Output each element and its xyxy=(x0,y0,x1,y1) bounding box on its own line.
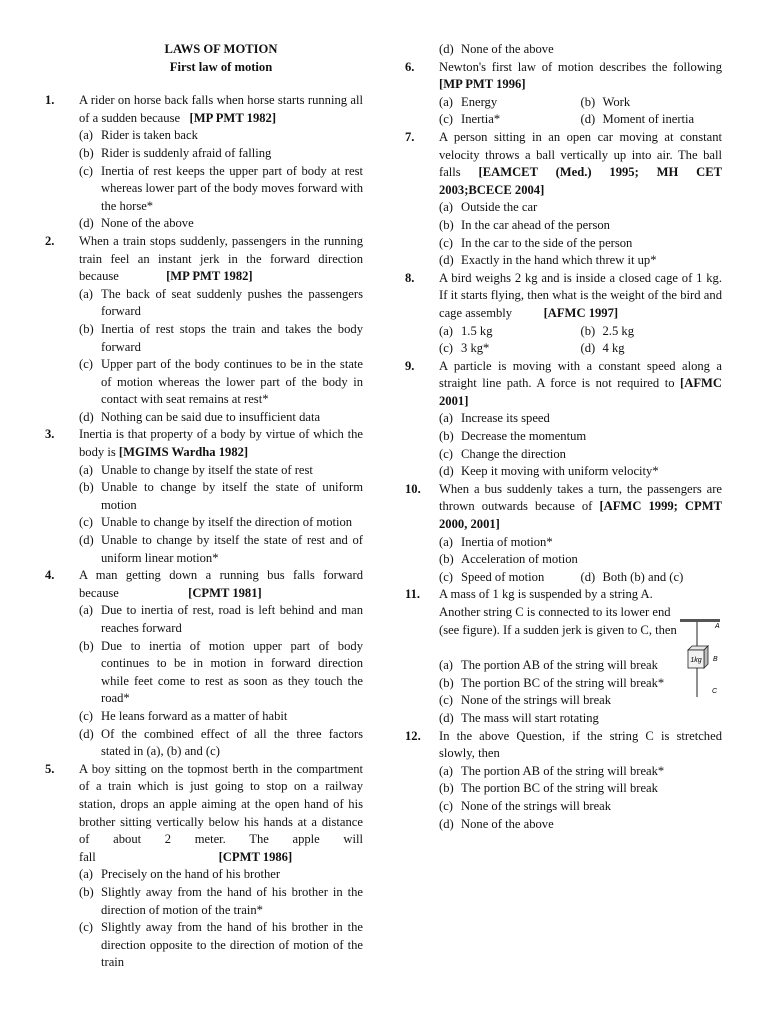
option-d: (d) Exactly in the hand which threw it up* xyxy=(439,253,657,268)
question-11 xyxy=(405,586,722,727)
question-number: 8. xyxy=(405,270,415,285)
question-number: 4. xyxy=(45,568,55,583)
exam-reference: [MP PMT 1982] xyxy=(166,269,253,284)
question-number: 1. xyxy=(45,93,55,108)
option-d: (d) None of the above xyxy=(439,816,554,831)
exam-reference: [CPMT 1986] xyxy=(218,849,293,864)
option-a: (a) Due to inertia of rest, road is left behind and man reaches forward xyxy=(79,603,363,635)
page-subtitle: First law of motion xyxy=(169,59,273,74)
right-column xyxy=(405,0,722,833)
option-c: (c) Inertia of rest keeps the upper part of body at rest whereas lower part of the body moves forward with the horse* xyxy=(79,163,363,213)
question-7 xyxy=(405,129,722,270)
option-d: (d) Moment of inertia xyxy=(580,112,695,127)
option-b: (b) The portion BC of the string will break* xyxy=(439,675,665,690)
question-number: 3. xyxy=(45,427,55,442)
question-4 xyxy=(45,567,363,761)
exam-reference: [AFMC 2001] xyxy=(439,376,722,408)
question-number: 6. xyxy=(405,59,415,74)
question-5-continued xyxy=(405,41,722,59)
option-b: (b) Inertia of rest stops the train and takes the body forward xyxy=(79,321,363,354)
option-a: (a) Rider is taken back xyxy=(79,128,198,143)
question-stem: A particle is moving with a constant speed along a straight line path. A force is not required to [AFMC 2001] xyxy=(439,358,722,408)
question-stem: A mass of 1 kg is suspended by a string A. Another string C is connected to its lower end (see figure). If a sudden jerk is given to C, then xyxy=(439,587,677,637)
question-12 xyxy=(405,728,722,834)
question-stem: A boy sitting on the topmost berth in the compartment of a train which is just going to stop on a railway station, drops an apple aiming at the open hand of his brother sitting vertically below his hands at a distance of about 2 meter. The apple will fall [CPMT 1986] xyxy=(79,761,363,864)
option-a: (a) Increase its speed xyxy=(439,411,550,426)
option-c: (c) Change the direction xyxy=(439,446,566,461)
ceiling-support xyxy=(680,619,720,622)
option-b: (b) 2.5 kg xyxy=(580,323,634,338)
option-c: (c) He leans forward as a matter of habit xyxy=(79,708,288,723)
option-b: (b) Work xyxy=(580,94,631,109)
option-b: (b) Slightly away from the hand of his brother in the direction of motion of the train* xyxy=(79,884,363,917)
option-b: (b) In the car ahead of the person xyxy=(439,217,610,232)
option-a: (a) Unable to change by itself the state of rest xyxy=(79,462,313,477)
option-b: (b) Rider is suddenly afraid of falling xyxy=(79,145,272,160)
option-d: (d) Keep it moving with uniform velocity* xyxy=(439,464,659,479)
question-stem: When a bus suddenly takes a turn, the passengers are thrown outwards because of [AFMC 1999; CPMT 2000, 2001] xyxy=(439,481,722,532)
exam-reference: [MP PMT 1982] xyxy=(189,110,277,125)
option-d: (d) Nothing can be said due to insufficient data xyxy=(79,409,321,424)
question-stem: Newton's first law of motion describes the following [MP PMT 1996] xyxy=(439,59,722,92)
option-a: (a) Inertia of motion* xyxy=(439,534,553,549)
option-b: (b) Acceleration of motion xyxy=(439,552,578,567)
option-a: (a) The back of seat suddenly pushes the passengers forward xyxy=(79,286,363,319)
exam-reference: [MGIMS Wardha 1982] xyxy=(118,445,249,460)
option-c: (c) Inertia* xyxy=(439,112,501,127)
question-number: 5. xyxy=(45,761,55,776)
question-3 xyxy=(45,426,363,567)
question-stem: A rider on horse back falls when horse starts running all of a sudden because [MP PMT 1982] xyxy=(79,93,363,125)
option-a: (a) 1.5 kg xyxy=(439,323,493,338)
option-c: (c) None of the strings will break xyxy=(439,693,612,708)
question-8 xyxy=(405,270,722,358)
option-a: (a) Energy xyxy=(439,94,498,109)
question-2 xyxy=(45,233,363,427)
option-d: (d) None of the above xyxy=(439,42,554,56)
question-stem: A bird weighs 2 kg and is inside a closed cage of 1 kg. If it starts flying, then what is the weight of the bird and cage assembly [AFMC 1997] xyxy=(439,270,722,320)
question-number: 12. xyxy=(405,728,421,743)
label-b: B xyxy=(713,656,718,664)
label-c: C xyxy=(712,688,718,696)
question-number: 7. xyxy=(405,129,415,144)
exam-reference: [AFMC 1997] xyxy=(543,305,619,320)
option-c: (c) None of the strings will break xyxy=(439,798,612,813)
question-6 xyxy=(405,59,722,129)
option-a: (a) Outside the car xyxy=(439,200,538,215)
left-column xyxy=(45,0,363,972)
question-stem: Inertia is that property of a body by virtue of which the body is [MGIMS Wardha 1982] xyxy=(79,427,363,460)
option-b: (b) Decrease the momentum xyxy=(439,429,587,444)
mass-side-face xyxy=(704,646,708,668)
label-a: A xyxy=(715,623,720,631)
question-stem: In the above Question, if the string C is stretched slowly, then xyxy=(439,728,722,761)
question-stem: A person sitting in an open car moving at constant velocity throws a ball vertically up into air. The ball falls [EAMCET (Med.) 1995; MH CET 2003;BCECE 2004] xyxy=(439,129,723,197)
option-d: (d) None of the above xyxy=(79,216,194,231)
question-stem: A man getting down a running bus falls forward because [CPMT 1981] xyxy=(79,568,363,600)
option-d: (d) 4 kg xyxy=(580,341,625,356)
question-number: 10. xyxy=(405,481,421,496)
question-number: 11. xyxy=(405,587,421,602)
exam-reference: [AFMC 1999; CPMT 2000, 2001] xyxy=(439,499,722,532)
option-c: (c) Upper part of the body continues to be in the state of motion whereas the lower part of the body in contact with seat remains at rest* xyxy=(79,357,363,407)
question-number: 2. xyxy=(45,233,55,248)
option-c: (c) Slightly away from the hand of his brother in the direction opposite to the direction of motion of the train xyxy=(79,920,363,970)
option-c: (c) Unable to change by itself the direction of motion xyxy=(79,515,353,530)
option-c: (c) 3 kg* xyxy=(439,341,490,356)
question-stem: When a train stops suddenly, passengers in the running train feel an instant jerk in the forward direction because [MP PMT 1982] xyxy=(79,233,363,284)
question-1 xyxy=(45,92,363,233)
option-d: (d) Both (b) and (c) xyxy=(580,569,684,584)
exam-reference: [MP PMT 1996] xyxy=(439,77,526,92)
option-a: (a) The portion AB of the string will break* xyxy=(439,763,665,778)
exam-reference: [EAMCET (Med.) 1995; MH CET 2003;BCECE 2004] xyxy=(439,165,723,197)
option-d: (d) Unable to change by itself the state of rest and of uniform linear motion* xyxy=(79,533,363,565)
option-d: (d) The mass will start rotating xyxy=(439,710,599,725)
option-a: (a) Precisely on the hand of his brother xyxy=(79,867,281,882)
option-c: (c) In the car to the side of the person xyxy=(439,235,633,250)
question-number: 9. xyxy=(405,358,415,373)
suspended-mass-figure xyxy=(678,619,724,703)
option-b: (b) Unable to change by itself the state of uniform motion xyxy=(79,480,363,512)
option-b: (b) The portion BC of the string will break xyxy=(439,781,658,796)
question-9 xyxy=(405,358,722,481)
option-b: (b) Due to inertia of motion upper part of body continues to be in motion in forward direction while feet come to rest as soon as they touch the road* xyxy=(79,638,363,706)
mass-label: 1kg xyxy=(690,657,702,665)
question-5 xyxy=(45,761,363,972)
question-10 xyxy=(405,481,722,587)
option-a: (a) The portion AB of the string will break xyxy=(439,658,658,673)
option-c: (c) Speed of motion xyxy=(439,569,545,584)
option-d: (d) Of the combined effect of all the three factors stated in (a), (b) and (c) xyxy=(79,726,363,759)
page-title: LAWS OF MOTION xyxy=(164,42,278,56)
exam-reference: [CPMT 1981] xyxy=(188,585,262,600)
